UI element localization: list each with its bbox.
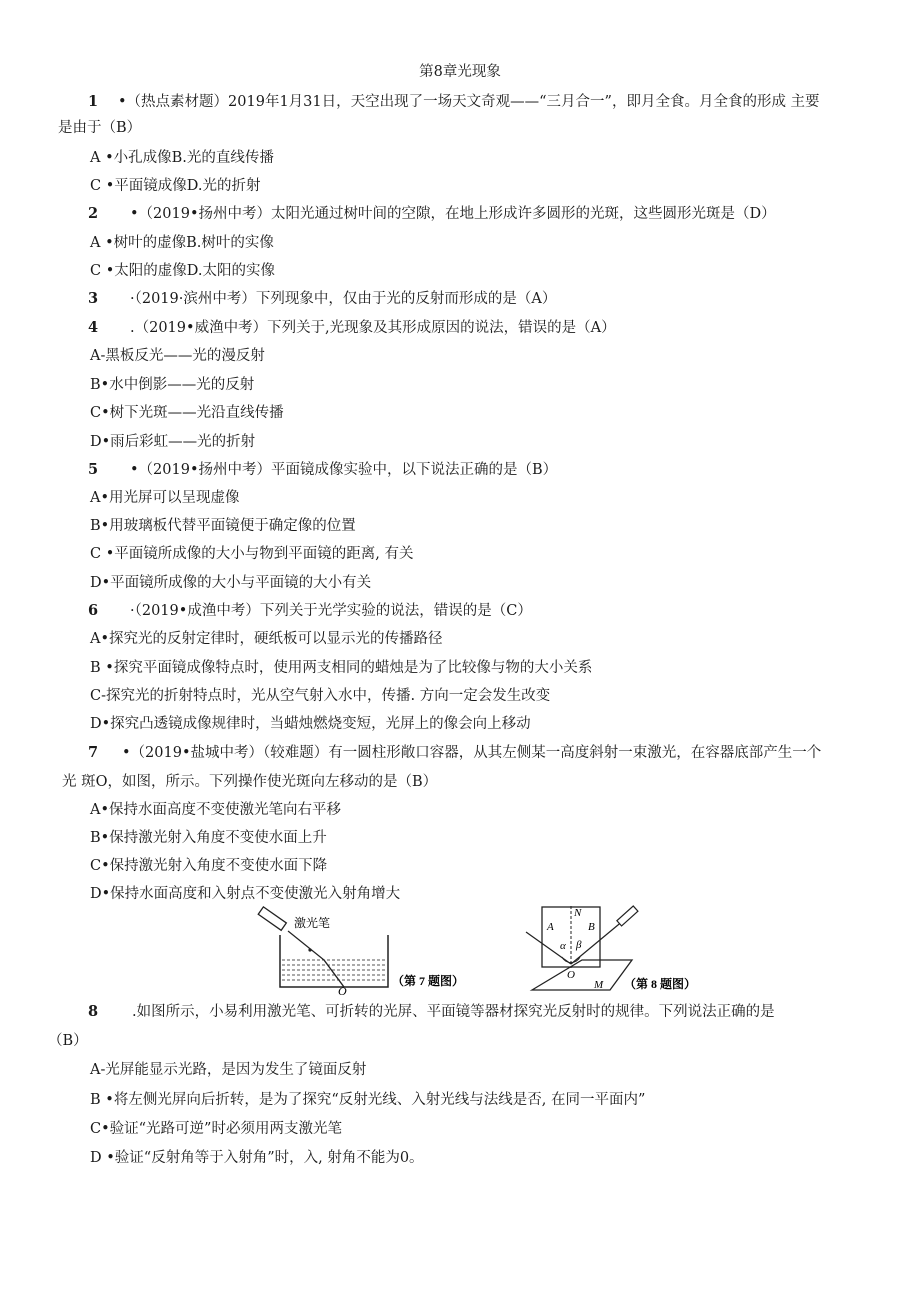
option-line: C•验证“光路可逆”时必须用两支激光笔 <box>90 1121 342 1137</box>
question-3 <box>58 287 556 308</box>
figure-caption: （第 8 题图） <box>624 977 697 991</box>
question-6 <box>58 599 532 620</box>
question-text: ·（2019·滨州中考）下列现象中，仅由于光的反射而形成的是（A） <box>130 291 557 307</box>
mirror-m-label: M <box>594 979 604 991</box>
screen-b-label: B <box>588 921 595 933</box>
alpha-label: α <box>560 940 566 952</box>
option-line: C-探究光的折射特点时，光从空气射入水中，传播. 方向一定会发生改变 <box>90 688 551 704</box>
option-line: B •将左侧光屏向后折转，是为了探究“反射光线、入射光线与法线是否, 在同一平面内” <box>90 1092 646 1108</box>
option-line: C•保持激光射入角度不变使水面下降 <box>90 858 328 874</box>
option-line: A•保持水面高度不变使激光笔向右平移 <box>90 802 342 818</box>
question-7 <box>58 741 821 762</box>
laser-label: 激光笔 <box>294 916 331 930</box>
question-text: •（2019•扬州中考）平面镜成像实验中，以下说法正确的是（B） <box>130 462 558 478</box>
option-line: A •小孔成像B.光的直线传播 <box>90 150 274 166</box>
question-text-cont: 光 斑O，如图，所示。下列操作使光斑向左移动的是（B） <box>62 774 438 790</box>
figure-8-drawing <box>512 902 712 997</box>
option-line: A•用光屏可以呈现虚像 <box>90 490 240 506</box>
option-line: C•树下光斑——光沿直线传播 <box>90 405 284 421</box>
normal-label: N <box>574 907 582 919</box>
question-8 <box>58 1000 775 1021</box>
page-title: 第8章光现象 <box>419 64 501 80</box>
question-number: 8 <box>88 1003 99 1020</box>
option-line: A •树叶的虚像B.树叶的实像 <box>90 235 274 251</box>
screen-a-label: A <box>547 921 554 933</box>
question-text: .（2019•威渔中考）下列关于,光现象及其形成原因的说法，错误的是（A） <box>130 320 616 336</box>
question-text: •（2019•扬州中考）太阳光通过树叶间的空隙，在地上形成许多圆形的光斑，这些圆形光斑是（D） <box>130 206 776 222</box>
option-line: A-黑板反光——光的漫反射 <box>90 348 265 364</box>
question-2 <box>58 202 776 223</box>
option-line: D•探究凸透镜成像规律时，当蜡烛燃烧变短，光屏上的像会向上移动 <box>90 716 531 732</box>
question-number: 6 <box>88 602 99 619</box>
option-line: C •平面镜成像D.光的折射 <box>90 178 261 194</box>
option-line: D•雨后彩虹——光的折射 <box>90 434 256 450</box>
question-text: •（热点素材题）2019年1月31日，天空出现了一场天文奇观——“三月合一”，即月全食。月全食的形成 主要 <box>118 94 820 110</box>
beta-label: β <box>576 939 582 951</box>
option-line: C •太阳的虚像D.太阳的实像 <box>90 263 275 279</box>
question-text: ·（2019•成渔中考）下列关于光学实验的说法，错误的是（C） <box>130 603 532 619</box>
figure-8 <box>512 902 712 997</box>
question-4 <box>58 316 616 337</box>
point-label: O <box>338 984 347 995</box>
figure-7 <box>250 905 490 995</box>
option-line: C •平面镜所成像的大小与物到平面镜的距离, 有关 <box>90 546 414 562</box>
option-line: D•平面镜所成像的大小与平面镜的大小有关 <box>90 575 372 591</box>
question-number: 1 <box>88 93 99 110</box>
figure-7-drawing <box>250 905 490 995</box>
question-number: 3 <box>88 290 99 307</box>
question-number: 2 <box>88 205 99 222</box>
point-o-label: O <box>567 969 575 981</box>
question-text: •（2019•盐城中考）（较难题）有一圆柱形敞口容器，从其左侧某一高度斜射一束激光，在容器底部产生一个 <box>122 745 822 761</box>
option-line: D •验证“反射角等于入射角”时，入, 射角不能为0。 <box>90 1150 424 1166</box>
question-text-cont: （B） <box>48 1033 88 1049</box>
option-line: B•水中倒影——光的反射 <box>90 377 255 393</box>
question-text: .如图所示，小易利用激光笔、可折转的光屏、平面镜等器材探究光反射时的规律。下列说法正确的是 <box>132 1004 775 1020</box>
question-1 <box>58 90 820 111</box>
question-5 <box>58 458 557 479</box>
question-number: 7 <box>88 744 99 761</box>
option-line: A•探究光的反射定律时，硬纸板可以显示光的传播路径 <box>90 631 443 647</box>
option-line: B •探究平面镜成像特点时，使用两支相同的蜡烛是为了比较像与物的大小关系 <box>90 660 593 676</box>
figure-caption: （第 7 题图） <box>392 974 465 988</box>
option-line: A-光屏能显示光路，是因为发生了镜面反射 <box>90 1062 367 1078</box>
option-line: B•保持激光射入角度不变使水面上升 <box>90 830 327 846</box>
question-number: 4 <box>88 319 99 336</box>
option-line: D•保持水面高度和入射点不变使激光入射角增大 <box>90 886 401 902</box>
question-number: 5 <box>88 461 99 478</box>
question-text-cont: 是由于（B） <box>58 120 142 136</box>
option-line: B•用玻璃板代替平面镜便于确定像的位置 <box>90 518 356 534</box>
